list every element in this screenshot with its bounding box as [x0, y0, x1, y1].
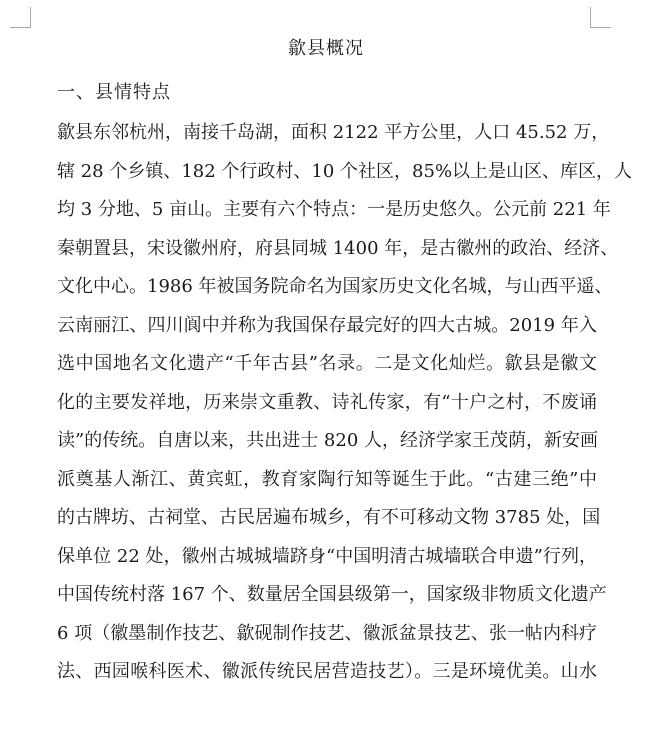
paragraph-line: 文化中心。1986 年被国务院命名为国家历史文化名城，与山西平遥、	[57, 276, 613, 297]
paragraph-line: 歙县东邻杭州，南接千岛湖，面积 2122 平方公里，人口 45.52 万，	[57, 122, 610, 143]
paragraph-line: 保单位 22 处，徽州古城城墙跻身“中国明清古城墙联合申遗”行列，	[57, 545, 597, 567]
paragraph-line: 中国传统村落 167 个、数量居全国县级第一，国家级非物质文化遗产	[57, 584, 607, 605]
page-corner-mark-right	[590, 7, 611, 28]
paragraph-line: 派奠基人渐江、黄宾虹，教育家陶行知等诞生于此。“古建三绝”中	[57, 468, 597, 490]
paragraph-line: 秦朝置县，宋设徽州府，府县同城 1400 年，是古徽州的政治、经济、	[57, 237, 619, 259]
paragraph-line: 化的主要发祥地，历来崇文重教、诗礼传家，有“十户之村，不废诵	[57, 391, 597, 413]
paragraph-line: 辖 28 个乡镇、182 个行政村、10 个社区，85%以上是山区、库区，人	[57, 160, 633, 182]
page-corner-mark-left	[10, 7, 31, 28]
paragraph-line: 均 3 分地、5 亩山。主要有六个特点：一是历史悠久。公元前 221 年	[57, 199, 611, 220]
paragraph-line: 的古牌坊、古祠堂、古民居遍布城乡，有不可移动文物 3785 处，国	[57, 507, 601, 528]
paragraph-line: 读”的传统。自唐以来，共出进士 820 人，经济学家王茂荫，新安画	[57, 430, 598, 451]
paragraph-line: 选中国地名文化遗产“千年古县”名录。二是文化灿烂。歙县是徽文	[57, 353, 597, 374]
paragraph-line: 6 项（徽墨制作技艺、歙砚制作技艺、徽派盆景技艺、张一帖内科疗	[57, 622, 597, 644]
paragraph-line: 云南丽江、四川阆中并称为我国保存最完好的四大古城。2019 年入	[57, 314, 597, 336]
document-title: 歙县概况	[288, 38, 364, 59]
paragraph-line: 法、西园喉科医术、徽派传统民居营造技艺）。三是环境优美。山水	[57, 661, 597, 682]
section-heading: 一、县情特点	[57, 82, 171, 103]
body-paragraph	[57, 118, 633, 696]
